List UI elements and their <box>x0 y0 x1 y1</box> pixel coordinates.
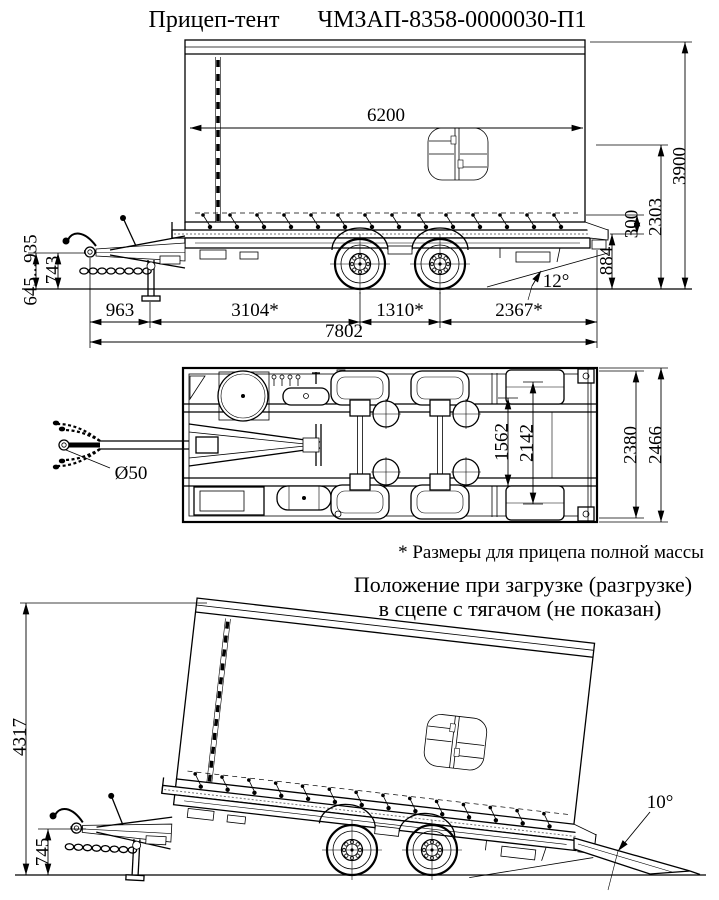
dim-745 <box>33 829 86 875</box>
loading-view <box>10 572 706 891</box>
side-trailer-drawbar <box>63 215 186 301</box>
dim-top-right <box>599 368 668 522</box>
dim-4317-label: 4317 <box>9 718 31 756</box>
dim-2367-label2: 2367* <box>495 300 543 321</box>
top-view <box>53 368 668 522</box>
dim-6200-label: 6200 <box>367 105 405 126</box>
dim-eye-diameter <box>66 450 147 484</box>
dim-2303-label: 2303 <box>645 198 667 236</box>
loading-heading-line2: в сцепе с тягачом (не показан) <box>378 596 662 621</box>
dim-743-label: 743 <box>42 255 64 285</box>
dim-7802-label: 7802 <box>325 321 363 342</box>
dim-3900-label: 3900 <box>669 147 691 185</box>
dim-3104-label: 3104* <box>231 300 279 321</box>
dim-745-label: 745 <box>32 837 54 867</box>
dim-1310-label: 1310* <box>376 300 424 321</box>
loading-heading-line1: Положение при загрузке (разгрузке) <box>353 572 693 597</box>
dim-2380-label: 2380 <box>620 426 642 464</box>
side-trailer-body <box>172 40 608 287</box>
trailer-type-label: Прицеп-тент <box>148 7 280 33</box>
side-view <box>21 40 692 348</box>
loading-wheel-front <box>322 820 382 880</box>
loading-trailer-body <box>156 597 617 892</box>
dim-angle-12 <box>528 271 569 300</box>
dim-300-label: 300 <box>621 209 643 239</box>
dia-50-label: Ø50 <box>114 463 148 484</box>
dim-963-label: 963 <box>105 300 135 321</box>
angle-10-label: 10° <box>646 792 674 813</box>
loading-ramp <box>574 838 700 875</box>
dim-884-label: 884 <box>596 246 618 276</box>
title-block <box>149 7 587 33</box>
loading-trailer-drawbar <box>46 790 173 882</box>
angle-12-label: 12° <box>542 271 570 292</box>
dim-2466-label: 2466 <box>645 426 667 464</box>
dim-left-stack <box>21 234 84 305</box>
dim-645-935-label: 645...935 <box>20 234 42 306</box>
dim-right-stack <box>586 42 692 289</box>
trailer-model-code: ЧМЗАП-8358-0000030-П1 <box>317 7 587 33</box>
dim-1562-label: 1562 <box>491 423 513 461</box>
footnote-full-mass: * Размеры для прицепа полной массы <box>398 542 704 563</box>
dim-2142-label: 2142 <box>516 424 538 462</box>
